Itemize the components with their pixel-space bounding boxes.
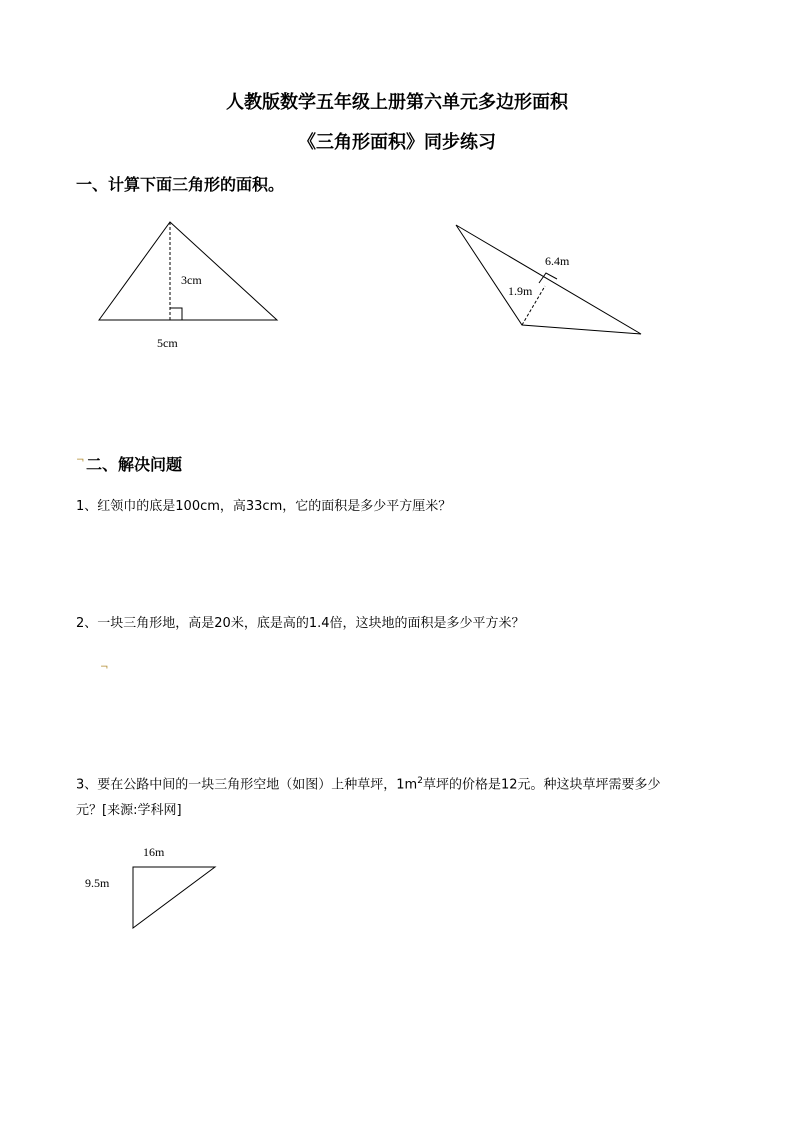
triangle-figure-3: [80, 840, 230, 940]
question-3-text-start: 3、要在公路中间的一块三角形空地（如图）上种草坪，1m: [76, 777, 418, 793]
section-1-heading: 一、计算下面三角形的面积。: [76, 175, 285, 194]
right-angle-mark: [539, 273, 557, 283]
question-3-text-end: 草坪的价格是12元。种这块草坪需要多少: [422, 777, 661, 793]
worksheet-title: 人教版数学五年级上册第六单元多边形面积: [226, 92, 568, 113]
triangle-1-height-label: 3cm: [181, 273, 202, 287]
triangle-2-shape: [456, 225, 641, 334]
right-angle-mark: [170, 308, 182, 320]
question-3-line-2: 元？[来源:学科网]: [76, 803, 182, 818]
triangle-3-shape: [133, 867, 215, 928]
question-2: 2、一块三角形地，高是20米，底是高的1.4倍，这块地的面积是多少平方米？: [76, 616, 525, 631]
triangle-3-left-label: 9.5m: [85, 876, 110, 890]
triangle-2-height-label: 1.9m: [508, 284, 533, 298]
triangle-1-base-label: 5cm: [157, 336, 178, 350]
triangle-1-shape: [99, 222, 277, 320]
section-2-heading: 二、解决问题: [86, 455, 183, 474]
edit-mark: ¬: [100, 662, 109, 673]
triangle-2-side-label: 6.4m: [545, 254, 570, 268]
question-1: 1、红领巾的底是100cm，高33cm，它的面积是多少平方厘米？: [76, 499, 452, 514]
edit-mark: ¬: [76, 455, 85, 466]
triangle-figure-1: [90, 215, 290, 355]
question-3: [76, 768, 661, 798]
triangle-figure-2: [445, 215, 655, 345]
worksheet-subtitle: 《三角形面积》同步练习: [298, 132, 496, 153]
triangle-3-top-label: 16m: [143, 845, 165, 859]
question-3-superscript: 2: [417, 776, 423, 786]
